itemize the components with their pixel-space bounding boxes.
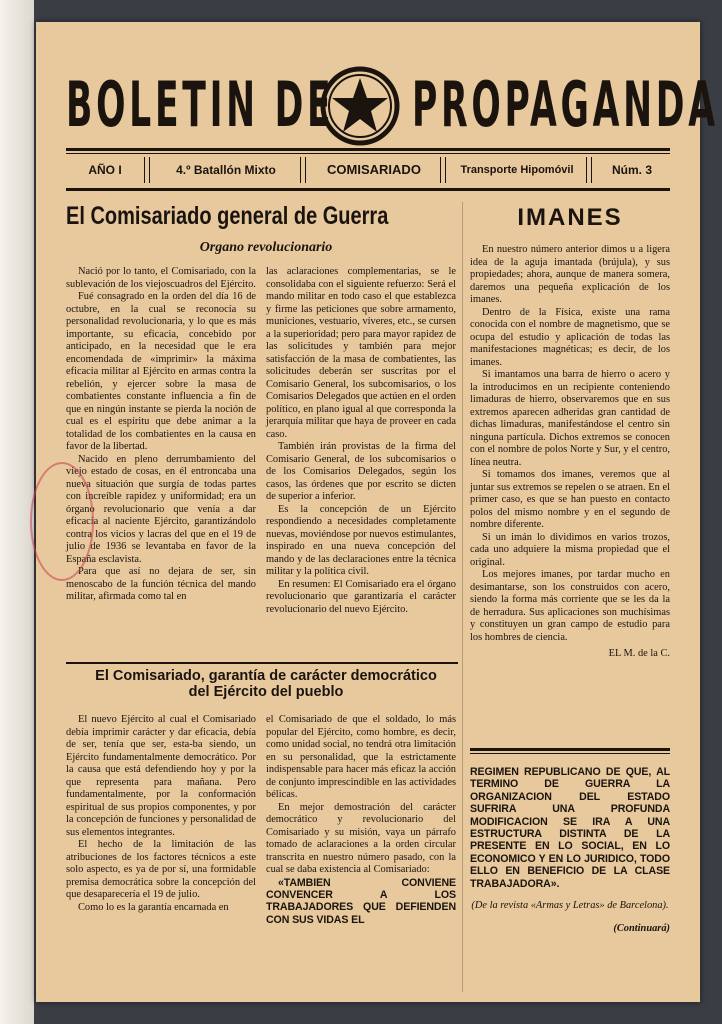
masthead-rule-top [66, 148, 670, 151]
article-signature: EL M. de la C. [608, 648, 670, 659]
article-democratic-column-1 [66, 714, 256, 914]
info-divider [300, 157, 306, 183]
regimen-continuation [470, 766, 670, 935]
paragraph: Si tomamos dos imanes, veremos que al juntar sus extremos se repelen o se atraen. En el primer caso, es que se han puesto en contacto polos del mismo nombre y en el segundo de nombre diferente. [470, 469, 670, 530]
paragraph: Si un imán lo dividimos en varios trozos, cada uno adquiere la misma propiedad que el original. [470, 531, 670, 568]
info-divider [586, 157, 592, 183]
paragraph: En resumen: El Comisariado era el órgano revolucionario que garantizaría el carácter revolucionario del nuevo Ejército. [266, 578, 456, 615]
info-battalion: 4.º Batallón Mixto [176, 163, 276, 177]
info-bar-rule [66, 188, 670, 191]
article-comisariado-column-2 [266, 266, 456, 616]
paragraph: En mejor demostración del carácter democrático y revolucionario del Comisariado y su misión, vaya un párrafo tomado de aclaraciones a la orden circular transcrita en nuestro número pasado, con la cual se daba existencia al Comisariado: [266, 801, 456, 875]
star-emblem-icon [320, 66, 400, 146]
paragraph: El hecho de la limitación de las atribuciones de los factores técnicos a este solo aspecto, es ya de por sí, una formidable premisa democrática sobre la concepción del que desaparecería el 19 de julio. [66, 839, 256, 900]
info-year: AÑO I [88, 163, 122, 177]
column-divider [462, 202, 463, 992]
article-democratic-title-line-2: del Ejército del pueblo [188, 684, 344, 700]
paragraph: Como lo es la garantía encarnada en [78, 901, 229, 913]
paragraph: Los mejores imanes, por tardar mucho en desimantarse, son los construidos con acero, siendo la forma más corriente que se les da la de herradura. Sus aplicaciones son muchísimas y constituyen un gran campo de estudio para los hombres de ciencia. [470, 569, 670, 643]
paragraph: Es la concepción de un Ejército respondiendo a necesidades completamente nuevas, moviéndose por nuevos estimulantes, inspirado en una nueva concepción del mando y de las declaraciones entre la técnica militar y la política civil. [266, 503, 456, 577]
info-issue-number: Núm. 3 [611, 163, 652, 177]
masthead-title-right: PROPAGANDA [412, 68, 719, 141]
info-section: COMISARIADO [327, 162, 421, 177]
article-imanes-title: IMANES [517, 204, 623, 231]
newspaper-page [36, 22, 719, 1002]
scanner-margin [0, 0, 34, 1024]
paragraph: las aclaraciones complementarias, se le consolidaba con el siguiente refuerzo: Será el mando militar en todo caso el que establezca y firme las peticiones que sobre armamento, municiones, vestuario, víveres, etc., se cursen a la superioridad; pero para mayor rapidez de las solicitudes y también para mejor satisfacción de la masa de combatientes, las solicitudes deberán ser suscritas por el Comisario General, los subcomisarios, o los Comisarios Delegados que actúen en el orden político, en plano igual al que corresponda la jerarquía militar que haya de proveer en cada caso. [266, 266, 456, 440]
article-democratic-title [66, 668, 466, 700]
article-democratic-column-2 [266, 714, 456, 926]
paragraph: El nuevo Ejército al cual el Comisariado debía imprimir carácter y dar eficacia, debía de ser, tenía que ser, esta-ba siendo, un Ejército fundamentalmente democrático. Por la causa que está defendiendo hoy y por la que representa para mañana. Pero fundamentalmente, por la conformación espiritual de sus propios componentes, y por la concepción de funciones y personalidad de sus elementos integrantes. [66, 714, 256, 838]
paragraph: el Comisariado de que el soldado, lo más popular del Ejército, como hombre, es decir, como unidad social, no tendrá otra limitación en su personalidad, que la estrictamente indispensable para hacer más eficaz la acción de conjunto imprescindible en las actividades bélicas. [266, 714, 456, 800]
paragraph: Si imantamos una barra de hierro o acero y la introducimos en un recipiente conteniendo limaduras de hierro, observaremos que en sus extremos aparecen adheridas gran cantidad de dichas limaduras, manifestándose el centro sin ninguna partícula. Dichos extremos se conocen con el nombre de polos Norte y Sur, y el centro, línea neutra. [470, 369, 670, 468]
paragraph: Nació por lo tanto, el Comisariado, con la sublevación de los viejoscuadros del Ejército. [66, 266, 256, 290]
column-rule [470, 748, 670, 751]
info-transport: Transporte Hipomóvil [460, 164, 574, 176]
masthead-title-left: BOLETIN DE [66, 68, 335, 141]
article-comisariado-column-1 [66, 266, 256, 604]
column-rule-thin [470, 753, 670, 754]
article-democratic-title-line-1: El Comisariado, garantía de carácter democrático [95, 668, 437, 684]
article-imanes-column [470, 244, 670, 661]
info-divider [144, 157, 150, 183]
continued-note: (Continuará) [613, 922, 670, 934]
paragraph: En nuestro número anterior dimos u a ligera idea de la aguja imantada (brújula), y sus propiedades; ahora, aunque de manera somera, daremos una pequeña explicación de los imanes. [470, 244, 670, 305]
paragraph: Fué consagrado en la orden del día 16 de octubre, en la cual se reconocía su personalidad revolucionaria, y lo que es más importante, su eficacia, concebido por anticipado, en la necesidad que le era encomendada de «imprimir» la máxima eficacia militar al Ejército en armas contra la rebelión, y ejercer sobre la masa de combatientes constante influencia a fin de que en ningún instante se pierda la noción de cual es el espíritu que debe animar a la totalidad de los combatientes en la causa en favor de la libertad. [66, 291, 256, 452]
article-comisariado-title: El Comisariado general de Guerra [66, 202, 389, 230]
article-comisariado-subtitle: Organo revolucionario [199, 240, 333, 255]
paragraph: Dentro de la Física, existe una rama conocida con el nombre de magnetismo, que se ocupa del estudio y aplicación de todas las manifestaciones magnéticas; es decir, de los imanes. [470, 306, 670, 368]
paragraph: También irán provistas de la firma del Comisario General, de los subcomisarios o de los Comisarios Delegados, según los casos, las órdenes que por escrito se dicten de superior a inferior. [266, 441, 456, 502]
article-divider [66, 662, 458, 664]
quote-source: (De la revista «Armas y Letras» de Barcelona). [471, 900, 669, 912]
uppercase-continuation: REGIMEN REPUBLICANO DE QUE, AL TERMINO DE GUERRA LA ORGANIZACION DEL ESTADO SUFRIRA UNA PROFUNDA MODIFICACION SE IRA A UNA ESTRUCTURA DISTINTA DE LA PRESENTE EN LO SOCIAL, EN LO ECONOMICO Y EN LO JURIDICO, TODO ELLO EN BENEFICIO DE LA CLASE TRABAJADORA». [470, 766, 670, 890]
uppercase-quote: «TAMBIEN CONVIENE CONVENCER A LOS TRABAJADORES QUE DEFIENDEN CON SUS VIDAS EL [266, 876, 456, 926]
paragraph: Nacido en pleno derrumbamiento del viejo estado de cosas, en él entroncaba una nueva situación que surgía de todas partes con increíble rapidez y uniformidad; era un órgano revolucionario que venía a dar eficacia al naciente Ejército, garantizándolo contra los vicios y lacras del que en el 19 de julio de 1936 se levantaba en favor de la España esclavista. [66, 453, 256, 565]
info-bar [66, 154, 670, 186]
paragraph: Para que así no dejara de ser, sin menoscabo de la función técnica del mando militar, afirmada como tal en [66, 566, 256, 602]
info-divider [440, 157, 446, 183]
library-stamp [30, 462, 94, 581]
